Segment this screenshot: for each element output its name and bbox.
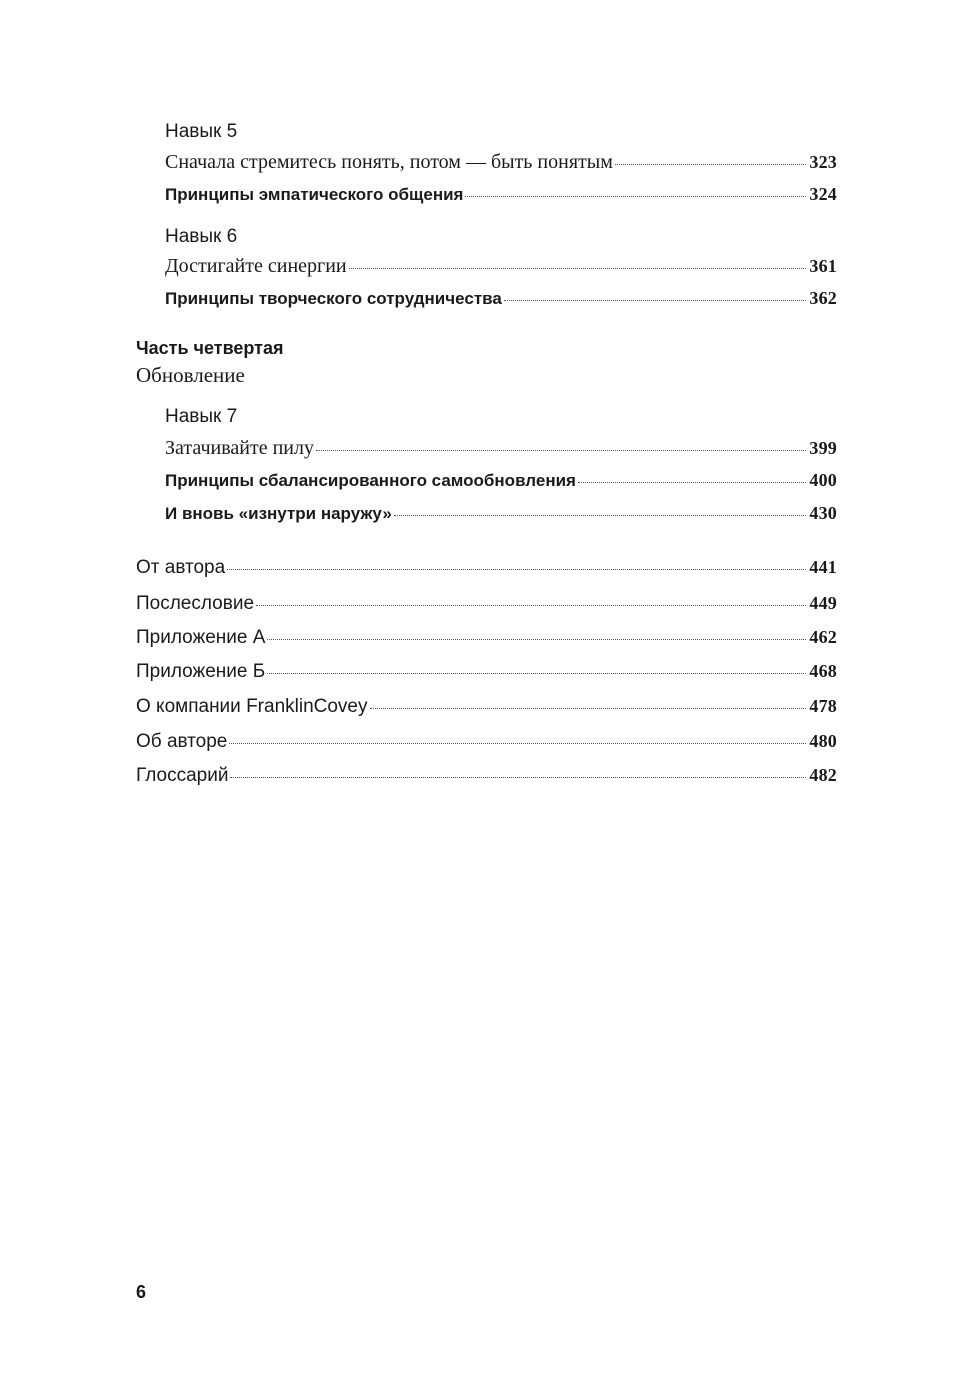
toc-page-number: 361 [809, 256, 837, 276]
part-subtitle: Обновление [136, 363, 245, 387]
toc-entry-title: Достигайте синергии [165, 255, 347, 277]
leader-dots [504, 299, 807, 301]
toc-page-number: 399 [809, 438, 837, 458]
leader-dots [349, 267, 807, 269]
toc-entry-title: Послесловие [136, 593, 255, 614]
toc-page-number: 400 [809, 470, 837, 490]
toc-entry-appendix-a[interactable] [136, 627, 837, 649]
leader-dots [230, 776, 806, 778]
toc-entry-title: Затачивайте пилу [165, 437, 314, 459]
toc-page-number: 441 [809, 557, 837, 577]
toc-entry-habit7-principles[interactable] [165, 470, 837, 491]
leader-dots [370, 707, 807, 709]
leader-dots [267, 638, 806, 640]
page-folio: 6 [136, 1282, 147, 1302]
toc-page-number: 323 [809, 152, 837, 172]
toc-entry-title: Сначала стремитесь понять, потом — быть понятым [165, 151, 613, 173]
toc-page-number: 449 [809, 593, 837, 613]
toc-entry-from-author[interactable] [136, 557, 837, 579]
toc-entry-habit6[interactable] [165, 255, 837, 278]
toc-entry-appendix-b[interactable] [136, 661, 837, 683]
toc-page-number: 324 [809, 184, 837, 204]
leader-dots [578, 481, 806, 483]
toc-entry-afterword[interactable] [136, 593, 837, 615]
leader-dots [229, 742, 806, 744]
toc-page-number: 362 [809, 288, 837, 308]
toc-entry-title: Принципы эмпатического общения [165, 185, 464, 204]
toc-entry-title: Глоссарий [136, 765, 229, 786]
toc-entry-about-author[interactable] [136, 731, 837, 753]
toc-entry-habit5[interactable] [165, 151, 837, 174]
toc-page-number: 478 [809, 696, 837, 716]
toc-entry-title: От автора [136, 557, 226, 578]
toc-entry-habit7[interactable] [165, 437, 837, 460]
leader-dots [615, 163, 807, 165]
toc-entry-glossary[interactable] [136, 765, 837, 787]
habit7-label: Навык 7 [165, 406, 238, 427]
toc-page-number: 480 [809, 731, 837, 751]
habit5-label: Навык 5 [165, 121, 238, 142]
leader-dots [316, 449, 806, 451]
toc-entry-habit5-principles[interactable] [165, 184, 837, 205]
toc-page-number: 482 [809, 765, 837, 785]
toc-entry-title: О компании FranklinCovey [136, 696, 368, 717]
toc-entry-title: Приложение А [136, 627, 266, 648]
toc-entry-title: Приложение Б [136, 661, 266, 682]
part-heading: Часть четвертая [136, 338, 284, 358]
leader-dots [465, 195, 806, 197]
toc-entry-title: И вновь «изнутри наружу» [165, 504, 392, 523]
leader-dots [256, 604, 806, 606]
leader-dots [267, 672, 806, 674]
toc-entry-title: Принципы творческого сотрудничества [165, 289, 502, 308]
toc-page-number: 462 [809, 627, 837, 647]
toc-entry-inside-out[interactable] [165, 503, 837, 524]
leader-dots [394, 514, 807, 516]
toc-entry-title: Принципы сбалансированного самообновления [165, 471, 576, 490]
toc-page-number: 468 [809, 661, 837, 681]
toc-entry-habit6-principles[interactable] [165, 288, 837, 309]
toc-entry-franklincovey[interactable] [136, 696, 837, 718]
habit6-label: Навык 6 [165, 226, 238, 247]
toc-page-number: 430 [809, 503, 837, 523]
toc-entry-title: Об авторе [136, 731, 228, 752]
leader-dots [227, 568, 806, 570]
